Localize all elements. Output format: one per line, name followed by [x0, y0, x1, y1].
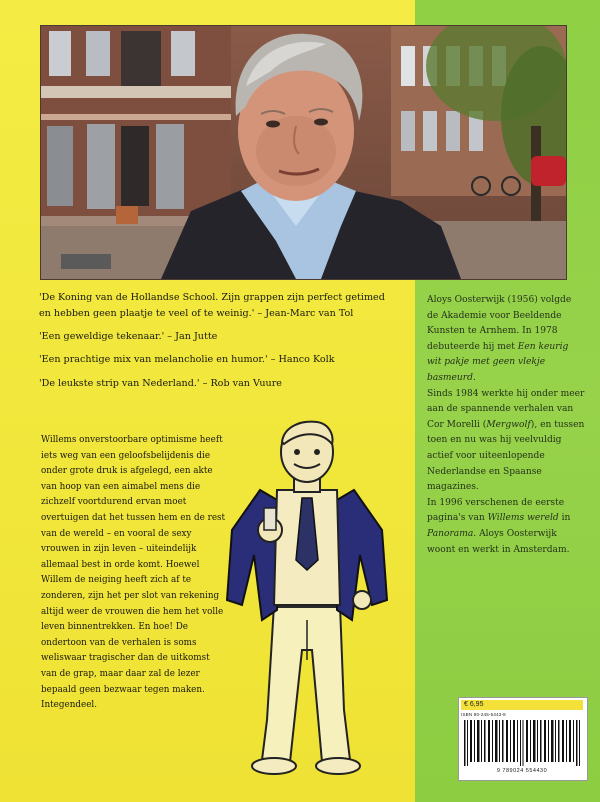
quote-1: 'De Koning van de Hollandse School. Zijn grappen zijn perfect getimed en hebben geen plaatje te veel of te weinig.' – Jean-Marc van Tol — [39, 292, 385, 319]
review-quotes — [39, 290, 395, 399]
author-photo — [40, 25, 567, 280]
quote-4: 'De leukste strip van Nederland.' – Rob van Vuure — [39, 377, 282, 389]
bio-text: in — [558, 513, 571, 524]
author-photo-image — [41, 26, 566, 279]
bio-series-title: Willems wereld — [487, 513, 559, 524]
bio-paragraph-1 — [427, 293, 585, 387]
bio-text: Sinds 1984 werkte hij onder meer aan de spannende verhalen van Cor Morelli ( — [427, 388, 585, 430]
isbn-label: ISBN 90-245-5443-8 — [461, 712, 506, 717]
bio-book-title: Een keurig wit pakje met geen vlekje basmeurd — [427, 341, 569, 383]
bio-text: . — [472, 372, 476, 383]
isbn-number: 9 789024 554430 — [496, 768, 548, 774]
bio-paragraph-2 — [427, 387, 585, 496]
price-label: € 6,95 — [461, 700, 583, 710]
bio-text: . Aloys Oosterwijk woont en werkt in Amsterdam. — [427, 528, 570, 555]
bio-text: ), en tussen toen en nu was hij veelvuldig actief voor uiteenlopende Nederlandse en Spaanse magazines. — [427, 419, 585, 493]
bio-paragraph-3 — [427, 496, 585, 558]
bio-magazine-title: Panorama — [427, 528, 474, 539]
bio-text: In 1996 verschenen de eerste pagina's van — [427, 497, 565, 524]
quote-3: 'Een prachtige mix van melancholie en humor.' – Hanco Kolk — [39, 354, 335, 366]
bio-book-title: Mergwolf — [486, 419, 531, 430]
book-blurb — [41, 433, 227, 714]
barcode-icon — [464, 720, 580, 766]
willem-illustration — [222, 420, 392, 790]
author-bio — [427, 293, 585, 558]
quote-2: 'Een geweldige tekenaar.' – Jan Jutte — [39, 330, 218, 342]
willem-figure-image — [222, 420, 392, 790]
bio-text: Aloys Oosterwijk (1956) volgde de Akademie voor Beeldende Kunsten te Arnhem. In 1978 debuteerde hij met — [427, 295, 572, 352]
blurb-text: Willems onverstoorbare optimisme heeft iets weg van een geloofsbelijdenis die onder grote druk is afgelegd, een akte van hoop van een aimabel mens die zichzelf voortdurend ervan moet overtuigen dat het tussen hem en de rest van de wereld – en vooral de sexy vrouwen in zijn leven – uiteindelijk allemaal best in orde komt. Hoewel Willem de neiging heeft zich af te zonderen, zijn het per slot van rekening altijd weer de vrouwen die hem het volle leven binnentrekken. En hoe! De ondertoon van de verhalen is soms weliswaar tragischer dan de uitkomst van de grap, maar daar zal de lezer bepaald geen bezwaar tegen maken. Integendeel. — [41, 435, 226, 711]
